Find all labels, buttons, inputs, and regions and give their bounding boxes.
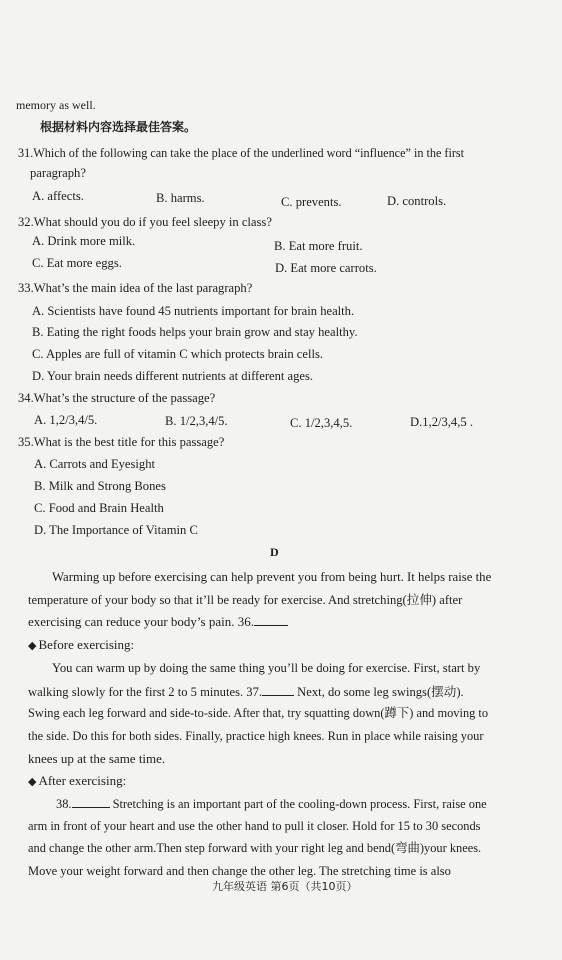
previous-passage-end: memory as well. — [16, 98, 96, 112]
answer-blank-38 — [72, 796, 110, 808]
answer-blank-37 — [262, 684, 294, 696]
question-32-stem: 32.What should you do if you feel sleepy in class? — [18, 215, 272, 229]
passage-d-p2-text-a: walking slowly for the first 2 to 5 minutes. 37. — [28, 685, 263, 699]
q31-option-a: A. affects. — [32, 189, 84, 203]
q31-option-b: B. harms. — [156, 191, 205, 205]
q32-option-a: A. Drink more milk. — [32, 234, 136, 248]
answer-blank-36 — [254, 614, 288, 626]
q32-option-b: B. Eat more fruit. — [274, 239, 363, 253]
passage-d-p1-line1: Warming up before exercising can help prevent you from being hurt. It helps raise the — [52, 570, 492, 584]
passage-d-p3-line1 — [56, 796, 487, 812]
passage-d-p2-line2 — [28, 684, 464, 700]
passage-heading: D — [270, 545, 279, 559]
passage-d-p2-text-b: Next, do some leg swings(摆动). — [294, 685, 464, 699]
subheading-text: Before exercising: — [38, 637, 135, 652]
page-footer: 九年级英语 第6页（共10页） — [212, 880, 358, 893]
q32-option-c: C. Eat more eggs. — [32, 256, 122, 270]
question-31-stem-cont: paragraph? — [30, 166, 86, 180]
passage-d-p2-line4: the side. Do this for both sides. Finally, practice high knees. Run in place while raising your — [28, 729, 484, 743]
q35-option-d: D. The Importance of Vitamin C — [34, 523, 198, 537]
passage-d-p2-line3: Swing each leg forward and side-to-side. After that, try squatting down(蹲下) and moving to — [28, 706, 489, 720]
passage-d-p1-line3 — [28, 614, 288, 629]
passage-d-p3-number: 38. — [56, 797, 72, 811]
passage-d-p3-line3: and change the other arm.Then step forward with your right leg and bend(弯曲)your knees. — [28, 841, 482, 855]
q35-option-a: A. Carrots and Eyesight — [34, 457, 156, 471]
q32-option-d: D. Eat more carrots. — [275, 261, 377, 275]
passage-d-p1-text: exercising can reduce your body’s pain. 36. — [28, 614, 254, 629]
q34-option-a: A. 1,2/3,4/5. — [34, 413, 98, 427]
q31-option-d: D. controls. — [387, 194, 447, 208]
q33-option-a: A. Scientists have found 45 nutrients important for brain health. — [32, 304, 355, 318]
passage-d-p3-line2: arm in front of your heart and use the other hand to pull it closer. Hold for 15 to 30 seconds — [28, 819, 481, 833]
passage-d-p2-line1: You can warm up by doing the same thing you’ll be doing for exercise. First, start by — [52, 661, 481, 675]
passage-d-p3-text: Stretching is an important part of the cooling-down process. First, raise one — [109, 797, 487, 811]
q34-option-b: B. 1/2,3,4/5. — [165, 414, 228, 428]
q34-option-c: C. 1/2,3,4,5. — [290, 416, 353, 430]
subheading-text: After exercising: — [38, 773, 127, 788]
q34-option-d: D.1,2/3,4,5 . — [410, 415, 473, 429]
q33-option-b: B. Eating the right foods helps your brain grow and stay healthy. — [32, 325, 358, 339]
diamond-bullet-icon: ◆ — [28, 640, 37, 652]
question-33-stem: 33.What’s the main idea of the last paragraph? — [18, 281, 253, 295]
q33-option-d: D. Your brain needs different nutrients at different ages. — [32, 369, 314, 383]
q33-option-c: C. Apples are full of vitamin C which protects brain cells. — [32, 347, 323, 361]
question-34-stem: 34.What’s the structure of the passage? — [18, 391, 216, 405]
section-instruction: 根据材料内容选择最佳答案。 — [40, 120, 197, 134]
q31-option-c: C. prevents. — [281, 195, 342, 209]
question-35-stem: 35.What is the best title for this passage? — [18, 435, 225, 449]
q35-option-c: C. Food and Brain Health — [34, 501, 164, 515]
subheading-after-exercising — [28, 773, 126, 790]
question-31-stem: 31.Which of the following can take the place of the underlined word “influence” in the first — [18, 146, 465, 160]
q35-option-b: B. Milk and Strong Bones — [34, 479, 166, 493]
diamond-bullet-icon: ◆ — [28, 776, 37, 788]
passage-d-p1-line2: temperature of your body so that it’ll be ready for exercise. And stretching(拉伸) after — [28, 593, 463, 607]
subheading-before-exercising — [28, 637, 134, 654]
passage-d-p3-line4: Move your weight forward and then change the other leg. The stretching time is also — [28, 864, 451, 878]
passage-d-p2-line5: knees up at the same time. — [28, 751, 166, 766]
